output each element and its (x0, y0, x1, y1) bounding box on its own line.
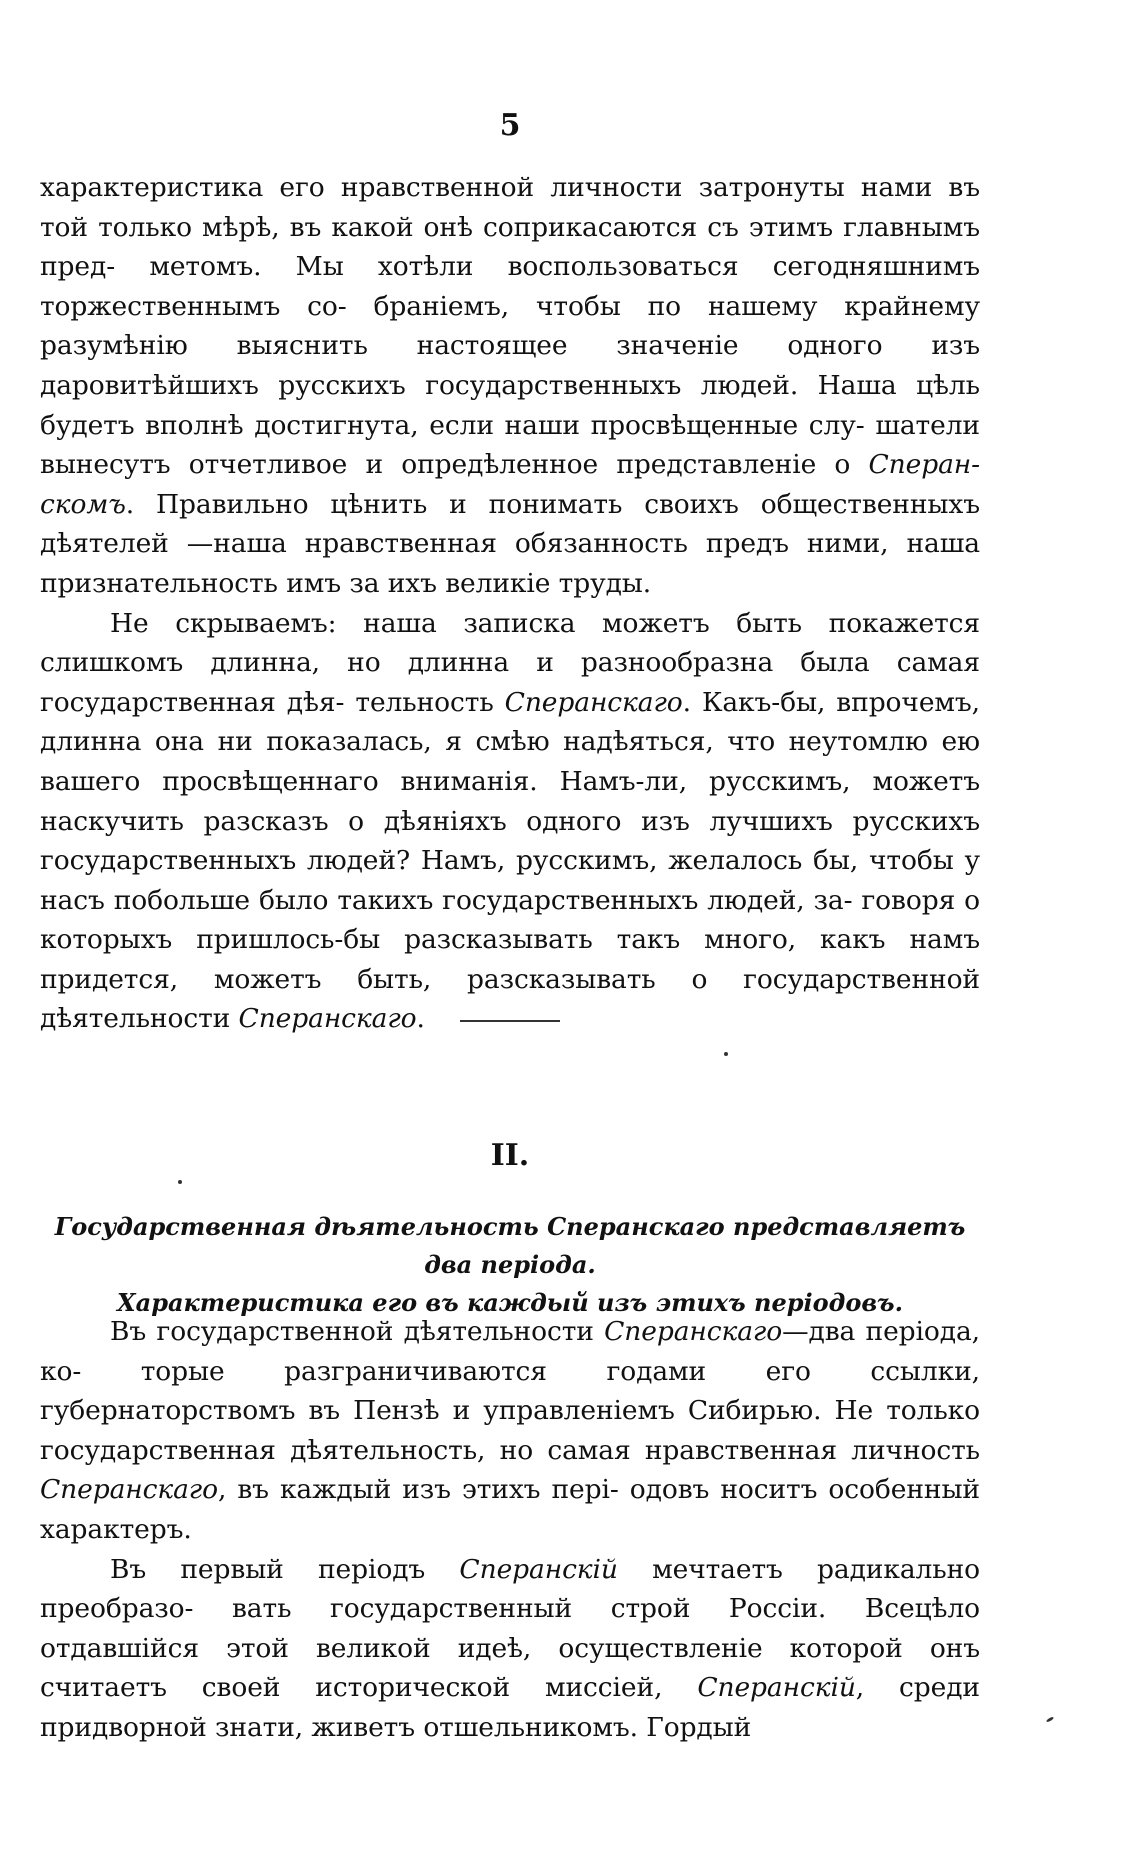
text-line: бы, чтобы у насъ побольше было такихъ государственныхъ людей, за- (40, 845, 980, 916)
name-speransky: Сперанскаго (504, 686, 683, 718)
section-numeral: II. (490, 1138, 530, 1173)
page-number: 5 (499, 108, 521, 143)
name-speransky: скомъ (40, 488, 126, 520)
text-line: , среди придворной знати, живетъ отшельникомъ. Гордый (40, 1672, 980, 1743)
text-line: значеніе одного изъ даровитѣйшихъ русскихъ государственныхъ людей. (40, 330, 981, 401)
text-line: . Правильно цѣнить и понимать своихъ общественныхъ дѣятелей (40, 488, 980, 560)
name-speransky: Сперанскій (459, 1553, 618, 1585)
text-line: Наша цѣль будетъ вполнѣ достигнута, если наши просвѣщенные слу- (40, 369, 980, 441)
name-speransky: Сперанскій (697, 1672, 856, 1704)
text-line: Въ государственной дѣятельности (110, 1316, 605, 1347)
text-line: вать государственный строй Россіи. Всецѣло отдавшійся этой великой (40, 1593, 980, 1664)
text-line: метомъ. Мы хотѣли воспользоваться сегодняшнимъ торжественнымъ со- (40, 251, 980, 322)
text-line: Въ первый періодъ (110, 1553, 460, 1585)
name-speransky: Сперанскаго (40, 1474, 218, 1506)
name-speransky: Сперанскаго (604, 1316, 783, 1347)
text-line: Намъ-ли, русскимъ, можетъ наскучить разсказъ о дѣяніяхъ одного изъ (40, 765, 980, 837)
text-line: . Какъ-бы, впрочемъ, длинна она ни показалась, (40, 686, 981, 758)
summary-line: Государственная дѣятельность Сперанскаго представляетъ два періода. (54, 1212, 966, 1279)
text-line: говоря о которыхъ пришлось-бы разсказывать такъ много, какъ намъ (40, 884, 980, 956)
paragraph-1 (40, 168, 980, 604)
text-line: Не скрываемъ: наша записка можетъ быть покажется слишкомъ (40, 607, 980, 679)
text-line: идеѣ, осуществленіе которой онъ считаетъ своей исторической миссіей, (40, 1632, 980, 1704)
name-speransky: Сперанскаго (238, 1003, 417, 1035)
text-line: лучшихъ русскихъ государственныхъ людей? Намъ, русскимъ, желалось (40, 805, 980, 877)
text-line: одовъ носитъ особенный характеръ. (40, 1474, 980, 1545)
section-separator-rule (460, 1020, 560, 1022)
paragraph-3 (40, 1312, 980, 1550)
name-speransky: Сперан- (868, 449, 980, 481)
paragraph-2 (40, 604, 980, 1040)
print-speck (1046, 1716, 1054, 1723)
section-summary (40, 1208, 980, 1322)
paragraph-4 (40, 1550, 980, 1748)
text-line: самая нравственная личность (547, 1434, 980, 1466)
text-line: только мѣрѣ, въ какой онѣ соприкасаются съ этимъ главнымъ пред- (40, 211, 980, 283)
text-line: придется, можетъ быть, разсказывать о государственной дѣятельности (40, 963, 980, 1035)
text-line: и управленіемъ Сибирью. Не только государственная дѣятельность, но (40, 1395, 980, 1466)
text-line: . (416, 1003, 425, 1035)
section-text (40, 1312, 980, 1748)
summary-line: Характеристика его въ каждый изъ этихъ періодовъ. (117, 1288, 903, 1317)
text-line: я смѣю надѣяться, что неутомлю ею вашего просвѣщеннаго вниманія. (40, 726, 980, 797)
intro-text (40, 168, 980, 1039)
text-line: тельность (355, 686, 505, 718)
text-line: —два періода, ко- (40, 1316, 981, 1387)
text-line: мечтаетъ радикально преобразо- (40, 1553, 980, 1625)
print-speck (724, 1052, 728, 1056)
text-line: шатели вынесутъ отчетливое и опредѣленное представленіе о (40, 409, 980, 481)
text-line: имъ за ихъ великіе труды. (286, 567, 652, 599)
text-line: торые разграничиваются годами его ссылки, губернаторствомъ въ Пензѣ (40, 1355, 980, 1427)
text-line: —наша нравственная обязанность предъ ними, наша признательность (40, 528, 980, 599)
text-line: браніемъ, чтобы по нашему крайнему разумѣнію выяснить настоящее (40, 290, 980, 362)
text-line: , въ каждый изъ этихъ пері- (217, 1474, 619, 1506)
text-line: длинна, но длинна и разнообразна была самая государственная дѣя- (40, 647, 980, 718)
text-line: характеристика его нравственной личности затронуты нами въ той (40, 172, 980, 243)
book-page (40, 0, 980, 1874)
print-speck (178, 1180, 182, 1184)
